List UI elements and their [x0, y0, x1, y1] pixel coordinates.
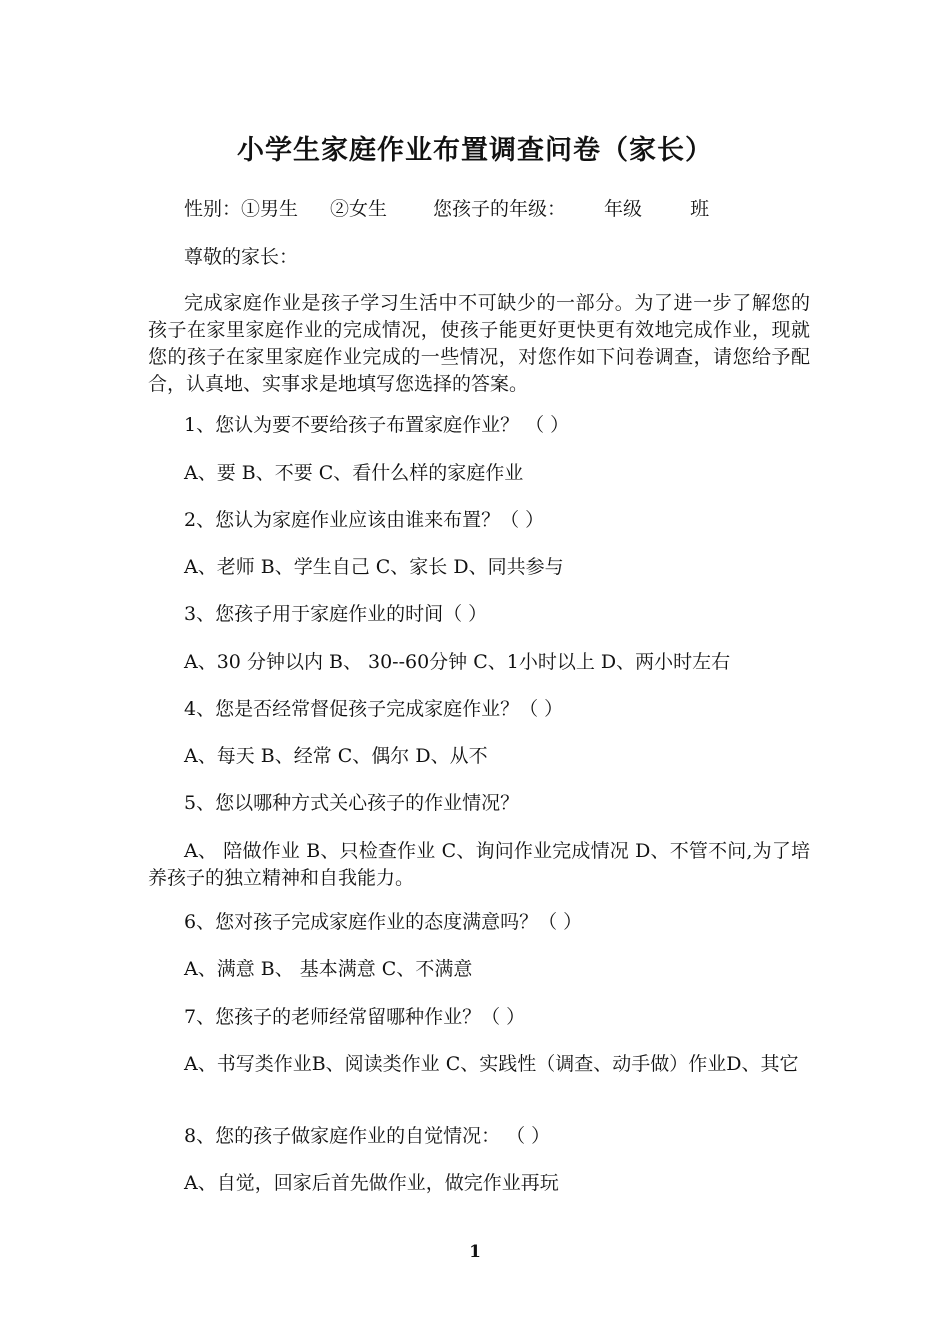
gender-female: ②女生	[330, 198, 388, 220]
grade-label: 您孩子的年级：	[433, 198, 567, 220]
class-blank: 班	[690, 198, 710, 220]
page-number: 1	[469, 1242, 481, 1262]
question-5: 5、您以哪种方式关心孩子的作业情况？	[184, 792, 520, 814]
question-3: 3、您孩子用于家庭作业的时间（ ）	[184, 603, 488, 625]
grade-blank: 年级	[604, 198, 643, 220]
question-7: 7、您孩子的老师经常留哪种作业？（ ）	[184, 1006, 526, 1028]
answer-1: A、要 B、不要 C、看什么样的家庭作业	[184, 462, 524, 484]
answer-8: A、自觉，回家后首先做作业，做完作业再玩	[184, 1172, 559, 1194]
answer-6: A、满意 B、 基本满意 C、不满意	[184, 958, 473, 980]
question-8: 8、您的孩子做家庭作业的自觉情况： （ ）	[184, 1125, 551, 1147]
document-title: 小学生家庭作业布置调查问卷（家长）	[237, 135, 713, 166]
answer-2: A、老师 B、学生自己 C、家长 D、同共参与	[184, 556, 564, 578]
gender-label: 性别：①男生	[184, 198, 299, 220]
question-1: 1、您认为要不要给孩子布置家庭作业？ （ ）	[184, 414, 570, 436]
question-4: 4、您是否经常督促孩子完成家庭作业？（ ）	[184, 698, 564, 720]
answer-7: A、书写类作业B、阅读类作业 C、实践性（调查、动手做）作业D、其它	[184, 1053, 799, 1075]
question-6: 6、您对孩子完成家庭作业的态度满意吗？（ ）	[184, 911, 583, 933]
intro-paragraph: 完成家庭作业是孩子学习生活中不可缺少的一部分。为了进一步了解您的孩子在家里家庭作业的完成情况，使孩子能更好更快更有效地完成作业，现就您的孩子在家里家庭作业完成的一些情况，对您作如下问卷调查，请您给予配合，认真地、实事求是地填写您选择的答案。	[148, 292, 810, 395]
question-2: 2、您认为家庭作业应该由谁来布置？（ ）	[184, 509, 545, 531]
salutation: 尊敬的家长：	[184, 246, 299, 268]
answer-4: A、每天 B、经常 C、偶尔 D、从不	[184, 745, 488, 767]
info-line	[148, 196, 846, 223]
answer-3: A、30 分钟以内 B、 30--60分钟 C、1小时以上 D、两小时左右	[184, 651, 731, 673]
answer-5: A、 陪做作业 B、只检查作业 C、询问作业完成情况 D、不管不问,为了培养孩子的独立精神和自我能力。	[148, 840, 810, 889]
